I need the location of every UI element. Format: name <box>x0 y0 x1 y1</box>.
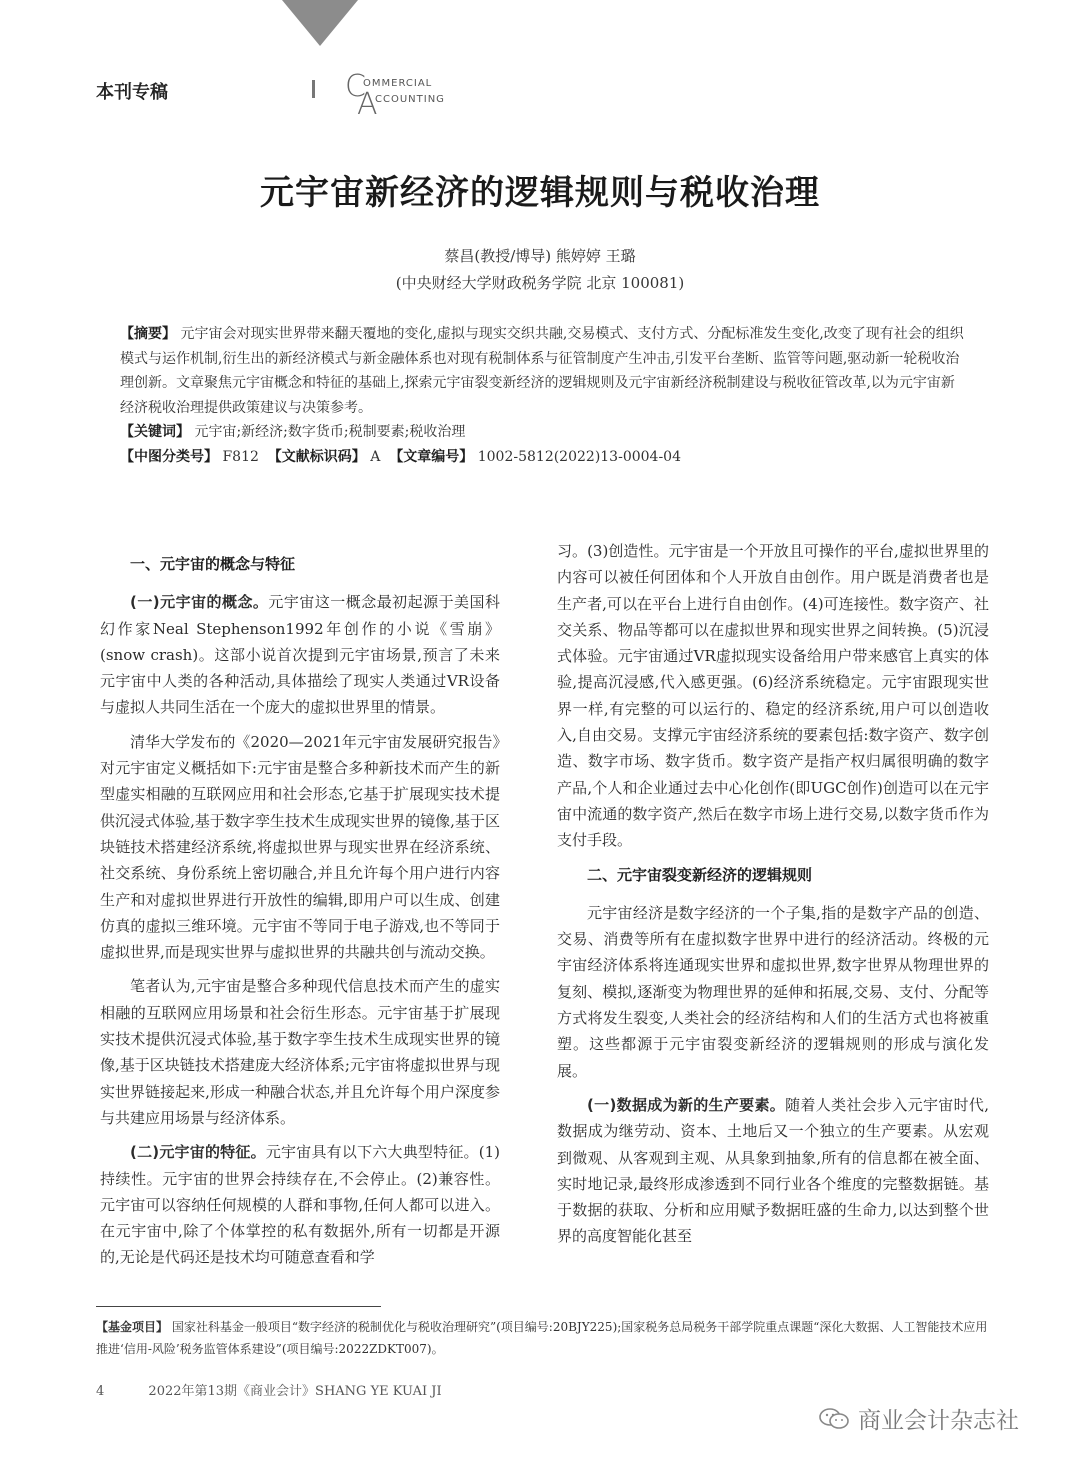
paragraph: 清华大学发布的《2020—2021年元宇宙发展研究报告》对元宇宙定义概括如下:元宇宙是整合多种新技术而产生的新型虚实相融的互联网应用和社会形态,它基于扩展现实技术提供沉浸式体验,基于数字孪生技术生成现实世界的镜像,基于区块链技术搭建经济系统,将虚拟世界与现实世界在经济系统、社交系统、身份系统上密切融合,并且允许每个用户进行内容生产和对虚拟世界进行开放性的编辑,即用户可以生成、创建仿真的虚拟三维环境。元宇宙不等同于电子游戏,也不等同于虚拟世界,而是现实世界与虚拟世界的共融共创与流动交换。 <box>100 732 500 962</box>
header-triangle <box>282 0 358 46</box>
left-column <box>100 545 500 1279</box>
abstract-label: 【摘要】 <box>120 326 176 342</box>
class-label: 【中图分类号】 <box>120 448 218 465</box>
article-affiliation: (中央财经大学财政税务学院 北京 100081) <box>395 274 685 292</box>
paragraph <box>100 589 500 720</box>
logo-word-1: OMMERCIAL <box>363 78 433 89</box>
section-heading-1: 一、元宇宙的概念与特征 <box>130 555 296 573</box>
footnote-rule <box>96 1306 381 1307</box>
header-divider <box>312 80 315 98</box>
class-value: F812 <box>222 448 259 465</box>
logo-letter-a: A <box>357 87 378 122</box>
paragraph: 元宇宙经济是数字经济的一个子集,指的是数字产品的创造、交易、消费等所有在虚拟数字世界中进行的经济活动。终极的元宇宙经济体系将连通现实世界和虚拟世界,数字世界从物理世界的复刻、模拟,逐渐变为物理世界的延伸和拓展,交易、支付、分配等方式将发生裂变,人类社会的经济结构和人们的生活方式也将被重塑。这些都源于元宇宙裂变新经济的逻辑规则的形成与演化发展。 <box>557 903 989 1080</box>
right-column <box>557 538 989 1258</box>
wechat-icon <box>818 1407 850 1431</box>
paragraph <box>557 1092 989 1250</box>
subheading: (一)数据成为新的生产要素。 <box>587 1095 786 1114</box>
paragraph <box>100 1139 500 1270</box>
logo-word-2: CCOUNTING <box>375 94 445 105</box>
doc-value: A <box>370 448 381 465</box>
article-authors: 蔡昌(教授/博导) 熊婷婷 王璐 <box>444 247 636 265</box>
doc-label: 【文献标识码】 <box>267 448 366 465</box>
watermark <box>818 1402 1019 1435</box>
footnote-text: 国家社科基金一般项目“数字经济的税制优化与税收治理研究”(项目编号:20BJY225);国家税务总局税务干部学院重点课题“深化大数据、人工智能技术应用 推进‘信用-风险’税务监管体系建设”(项目编号:2022ZDKT007)。 <box>96 1320 988 1356</box>
classification-line <box>120 445 965 470</box>
page-number: 4 <box>96 1384 105 1399</box>
abstract-block <box>120 322 965 469</box>
section-label: 本刊专稿 <box>96 82 168 103</box>
keywords-label: 【关键词】 <box>120 424 190 440</box>
article-title: 元宇宙新经济的逻辑规则与税收治理 <box>260 173 820 213</box>
section-heading-2: 二、元宇宙裂变新经济的逻辑规则 <box>587 865 813 884</box>
abstract-paragraph <box>120 322 965 420</box>
watermark-text: 商业会计杂志社 <box>858 1408 1019 1434</box>
paragraph-text: 随着人类社会步入元宇宙时代,数据成为继劳动、资本、土地后又一个独立的生产要素。从宏观到微观、从客观到主观、从具象到抽象,所有的信息都在被全面、实时地记录,最终形成渗透到不同行业各个维度的完整数据链。基于数据的获取、分析和应用赋予数据旺盛的生命力,以达到整个世界的高度智能化甚至 <box>557 1095 989 1246</box>
page-folio <box>96 1380 442 1399</box>
issue-info: 2022年第13期《商业会计》SHANG YE KUAI JI <box>148 1384 442 1399</box>
paragraph: 笔者认为,元宇宙是整合多种现代信息技术而产生的虚实相融的互联网应用场景和社会衍生形态。元宇宙基于扩展现实技术提供沉浸式体验,基于数字孪生技术生成现实世界的镜像,基于区块链技术搭建庞大经济体系;元宇宙将虚拟世界与现实世界链接起来,形成一种融合状态,并且允许每个用户深度参与共建应用场景与经济体系。 <box>100 977 500 1127</box>
logo-letter-c: C <box>345 69 366 104</box>
footnote <box>96 1316 991 1360</box>
abstract-text: 元宇宙会对现实世界带来翻天覆地的变化,虚拟与现实交织共融,交易模式、支付方式、分配标准发生变化,改变了现有社会的组织模式与运作机制,衍生出的新经济模式与新金融体系也对现有税制体系与征管制度产生冲击,引发平台垄断、监管等问题,驱动新一轮税收治理创新。文章聚焦元宇宙概念和特征的基础上,探索元宇宙裂变新经济的逻辑规则及元宇宙新经济税制建设与税收征管改革,以为元宇宙新经济税收治理提供政策建议与决策参考。 <box>120 326 964 416</box>
article-no-label: 【文章编号】 <box>389 448 474 465</box>
footnote-label: 【基金项目】 <box>96 1320 169 1334</box>
keywords-text: 元宇宙;新经济;数字货币;税制要素;税收治理 <box>194 424 466 440</box>
subheading: (一)元宇宙的概念。 <box>130 593 269 612</box>
paragraph: 习。(3)创造性。元宇宙是一个开放且可操作的平台,虚拟世界里的内容可以被任何团体和个人开放自由创作。用户既是消费者也是生产者,可以在平台上进行自由创作。(4)可连接性。数字资产、社交关系、物品等都可以在虚拟世界和现实世界之间转换。(5)沉浸式体验。元宇宙通过VR虚拟现实设备给用户带来感官上真实的体验,提高沉浸感,代入感更强。(6)经济系统稳定。元宇宙跟现实世界一样,有完整的可以运行的、稳定的经济系统,用户可以创造收入,自由交易。支撑元宇宙经济系统的要素包括:数字资产、数字创造、数字市场、数字货币。数字资产是指产权归属很明确的数字产品,个人和企业通过去中心化创作(即UGC创作)创造可以在元宇宙中流通的数字资产,然后在数字市场上进行交易,以数字货币作为支付手段。 <box>557 542 989 850</box>
keywords-line <box>120 420 965 445</box>
subheading: (二)元宇宙的特征。 <box>130 1143 266 1162</box>
paragraph-text: 元宇宙具有以下六大典型特征。(1)持续性。元宇宙的世界会持续存在,不会停止。(2)兼容性。元宇宙可以容纳任何规模的人群和事物,任何人都可以进入。在元宇宙中,除了个体掌控的私有数据外,所有一切都是开源的,无论是代码还是技术均可随意查看和学 <box>100 1143 500 1267</box>
paragraph-text: 元宇宙这一概念最初起源于美国科幻作家Neal Stephenson1992年创作的小说《雪崩》(snow crash)。这部小说首次提到元宇宙场景,预言了未来元宇宙中人类的各种活动,具体描绘了现实人类通过VR设备与虚拟人共同生活在一个庞大的虚拟世界里的情景。 <box>100 593 500 717</box>
article-no-value: 1002-5812(2022)13-0004-04 <box>477 448 681 465</box>
